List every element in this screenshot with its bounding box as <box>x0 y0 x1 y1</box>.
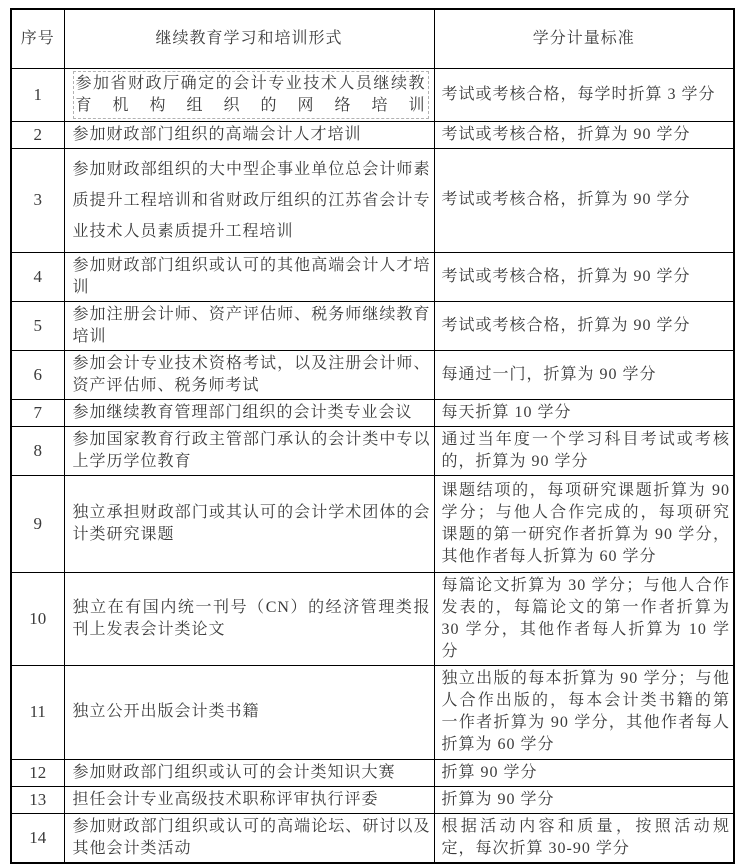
row-form-cell: 参加财政部组织的大中型企事业单位总会计师素质提升工程培训和省财政厅组织的江苏省会计专业技术人员素质提升工程培训 <box>64 148 434 252</box>
header-training-form: 继续教育学习和培训形式 <box>64 9 434 68</box>
row-form-cell: 参加注册会计师、资产评估师、税务师继续教育培训 <box>64 301 434 350</box>
row-number: 11 <box>11 665 64 759</box>
row-standard-cell: 考试或考核合格，折算为 90 学分 <box>434 301 734 350</box>
row-number: 10 <box>11 572 64 665</box>
table-row <box>11 813 734 863</box>
row-standard-cell: 考试或考核合格，折算为 90 学分 <box>434 252 734 301</box>
row-number: 9 <box>11 475 64 572</box>
row-form-cell: 独立在有国内统一刊号（CN）的经济管理类报刊上发表会计类论文 <box>64 572 434 665</box>
row-standard-cell: 每通过一门，折算为 90 学分 <box>434 350 734 399</box>
row-number: 13 <box>11 786 64 813</box>
row-form-cell: 参加财政部门组织或认可的其他高端会计人才培训 <box>64 252 434 301</box>
table-row <box>11 572 734 665</box>
row-standard-cell: 每天折算 10 学分 <box>434 399 734 426</box>
row-number: 6 <box>11 350 64 399</box>
table-row <box>11 252 734 301</box>
row-standard-cell: 根据活动内容和质量，按照活动规定，每次折算 30-90 学分 <box>434 813 734 863</box>
row-form-cell: 参加财政部门组织或认可的会计类知识大赛 <box>64 759 434 786</box>
table-row <box>11 121 734 148</box>
row-number: 8 <box>11 426 64 475</box>
table-row <box>11 301 734 350</box>
row-standard-cell: 通过当年度一个学习科目考试或考核的，折算为 90 学分 <box>434 426 734 475</box>
row-form-cell <box>64 68 434 121</box>
row-standard-cell: 独立出版的每本折算为 90 学分；与他人合作出版的，每本会计类书籍的第一作者折算为 90 学分，其他作者每人折算为 60 学分 <box>434 665 734 759</box>
header-credit-standard: 学分计量标准 <box>434 9 734 68</box>
table-row <box>11 665 734 759</box>
row-standard-cell: 考试或考核合格，折算为 90 学分 <box>434 148 734 252</box>
table-row <box>11 148 734 252</box>
row-form-cell: 参加会计专业技术资格考试，以及注册会计师、资产评估师、税务师考试 <box>64 350 434 399</box>
selected-text-box[interactable]: 参加省财政厅确定的会计专业技术人员继续教育机构组织的网络培训 <box>73 71 429 119</box>
table-row <box>11 399 734 426</box>
row-form-cell: 担任会计专业高级技术职称评审执行评委 <box>64 786 434 813</box>
row-standard-cell: 折算 90 学分 <box>434 759 734 786</box>
row-number: 5 <box>11 301 64 350</box>
row-standard-cell: 折算为 90 学分 <box>434 786 734 813</box>
row-number: 12 <box>11 759 64 786</box>
credit-standards-table <box>10 8 735 864</box>
row-number: 14 <box>11 813 64 863</box>
row-number: 7 <box>11 399 64 426</box>
table-row <box>11 426 734 475</box>
row-number: 1 <box>11 68 64 121</box>
row-standard-cell: 课题结项的，每项研究课题折算为 90 学分；与他人合作完成的，每项研究课题的第一研究作者折算为 90 学分，其他作者每人折算为 60 学分 <box>434 475 734 572</box>
row-form-cell: 参加财政部门组织的高端会计人才培训 <box>64 121 434 148</box>
row-number: 4 <box>11 252 64 301</box>
header-serial-number: 序号 <box>11 9 64 68</box>
table-row <box>11 68 734 121</box>
table-row <box>11 759 734 786</box>
row-standard-cell: 考试或考核合格，每学时折算 3 学分 <box>434 68 734 121</box>
table-row <box>11 786 734 813</box>
row-form-cell: 参加财政部门组织或认可的高端论坛、研讨以及其他会计类活动 <box>64 813 434 863</box>
row-form-cell: 独立公开出版会计类书籍 <box>64 665 434 759</box>
table-row <box>11 475 734 572</box>
row-form-cell: 参加国家教育行政主管部门承认的会计类中专以上学历学位教育 <box>64 426 434 475</box>
row-standard-cell: 考试或考核合格，折算为 90 学分 <box>434 121 734 148</box>
row-form-cell: 参加继续教育管理部门组织的会计类专业会议 <box>64 399 434 426</box>
row-standard-cell: 每篇论文折算为 30 学分；与他人合作发表的，每篇论文的第一作者折算为 30 学分，其他作者每人折算为 10 学分 <box>434 572 734 665</box>
row-form-cell: 独立承担财政部门或其认可的会计学术团体的会计类研究课题 <box>64 475 434 572</box>
row-number: 3 <box>11 148 64 252</box>
table-header-row <box>11 9 734 68</box>
row-number: 2 <box>11 121 64 148</box>
table-row <box>11 350 734 399</box>
